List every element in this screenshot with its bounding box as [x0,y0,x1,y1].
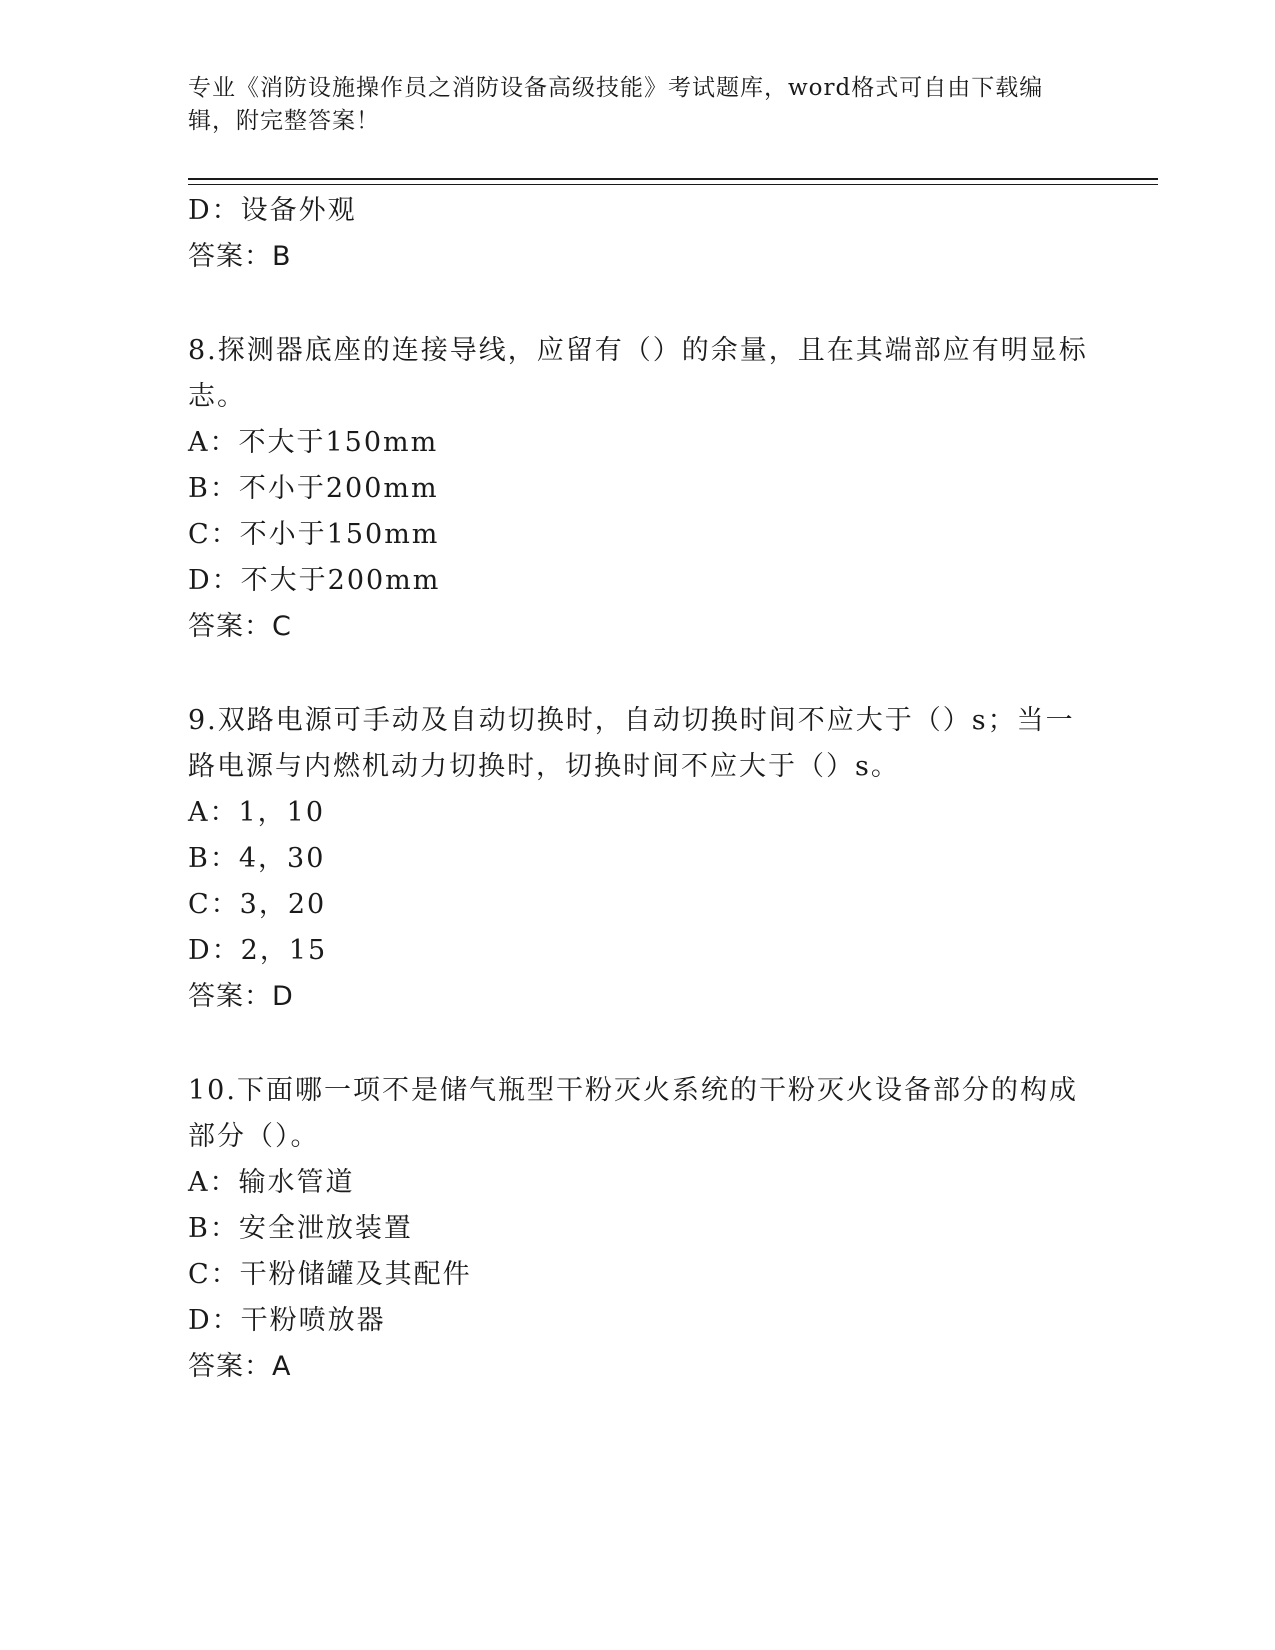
option-c: C：干粉储罐及其配件 [188,1259,472,1290]
answer-line: 答案：A [188,1351,292,1382]
answer-line: 答案：D [188,981,294,1012]
question-stem: 9.双路电源可手动及自动切换时，自动切换时间不应大于（）s；当一路电源与内燃机动力切换时，切换时间不应大于（）s。 [188,705,1075,782]
option-a: A：1，10 [188,797,326,828]
option-d: D：设备外观 [188,195,357,226]
option-d: D：不大于200mm [188,565,441,596]
header-divider-thick [188,178,1158,180]
option-a: A：不大于150mm [188,427,439,458]
answer-line: 答案：C [188,611,292,642]
option-c: C：不小于150mm [188,519,440,550]
question-stem: 8.探测器底座的连接导线，应留有（）的余量，且在其端部应有明显标志。 [188,335,1088,412]
header-divider-thin [188,184,1158,185]
question-10 [188,1068,1088,1390]
option-a: A：输水管道 [188,1167,355,1198]
option-d: D：干粉喷放器 [188,1305,386,1336]
question-stem: 10.下面哪一项不是储气瓶型干粉灭火系统的干粉灭火设备部分的构成部分（）。 [188,1075,1078,1152]
question-9 [188,698,1088,1020]
option-c: C：3，20 [188,889,327,920]
document-header: 专业《消防设施操作员之消防设备高级技能》考试题库，word格式可自由下载编辑，附完整答案！ [188,75,1044,134]
option-b: B：4，30 [188,843,326,874]
option-b: B：安全泄放装置 [188,1213,413,1244]
option-b: B：不小于200mm [188,473,439,504]
question-8 [188,328,1088,650]
previous-question-tail [188,188,1088,280]
option-d: D：2，15 [188,935,328,966]
answer-line: 答案：B [188,241,292,272]
question-list [188,188,1088,1390]
